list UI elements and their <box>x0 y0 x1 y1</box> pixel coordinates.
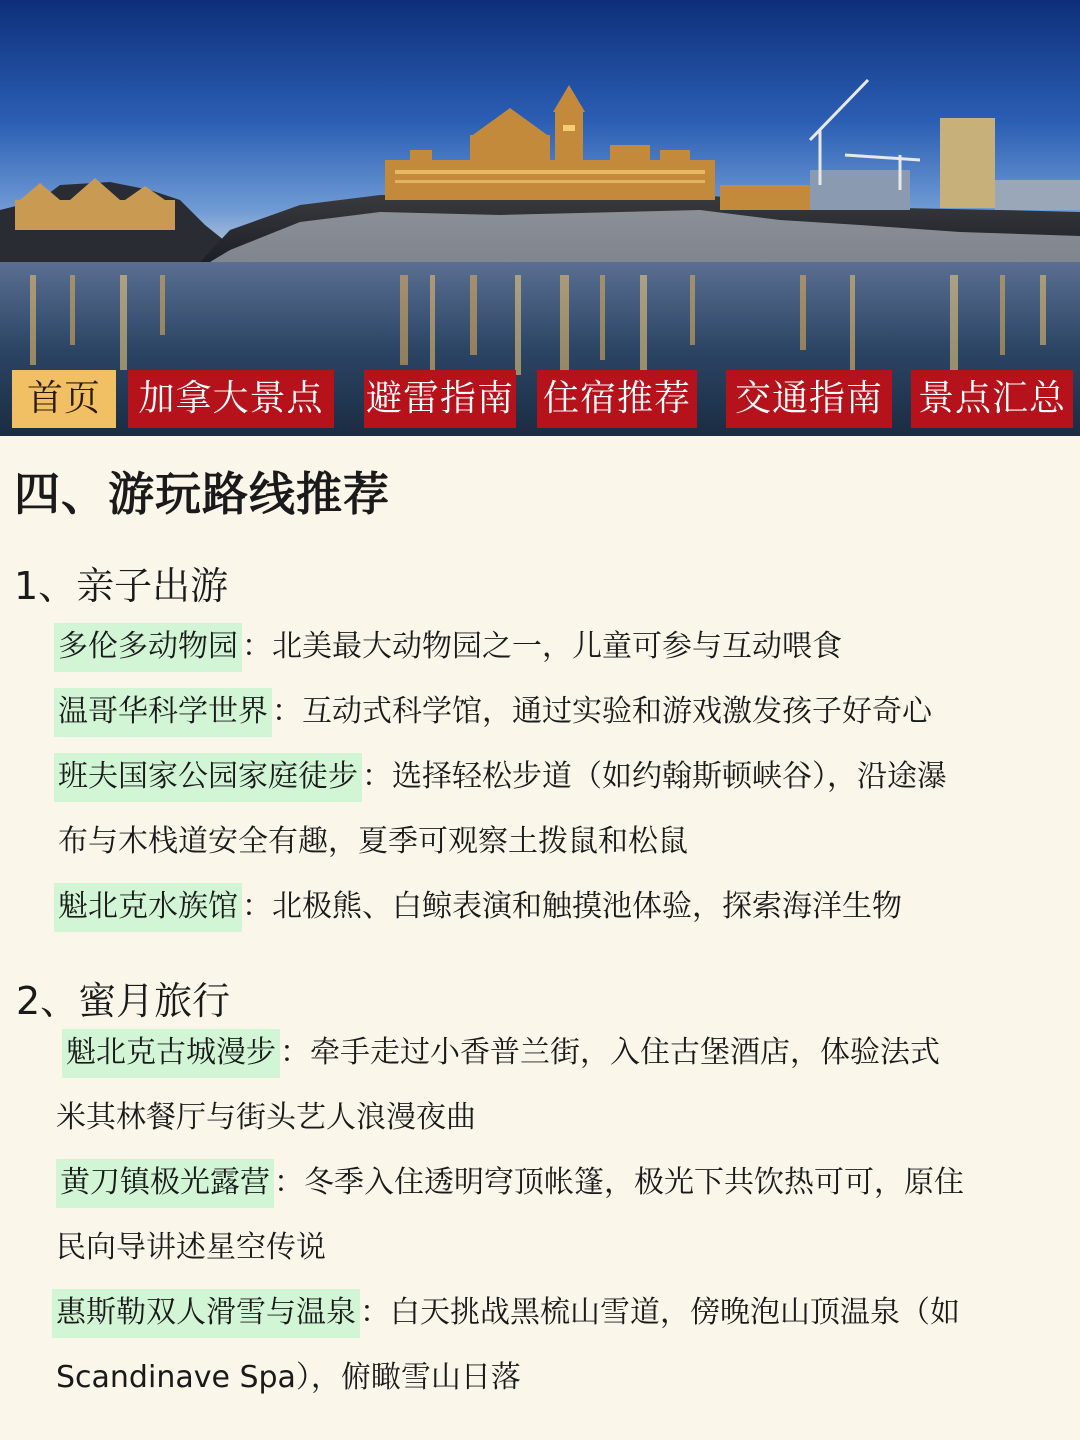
item-name: 班夫国家公园家庭徒步 <box>54 753 362 802</box>
item-separator: ： <box>362 759 392 794</box>
item-text: 牵手走过小香普兰街，入住古堡酒店，体验法式 <box>310 1035 940 1070</box>
nav-transport-guide[interactable]: 交通指南 <box>726 370 892 428</box>
group-heading-honeymoon: 2、蜜月旅行 <box>16 979 231 1023</box>
item-name: 多伦多动物园 <box>54 623 242 672</box>
nav-home[interactable]: 首页 <box>12 370 116 428</box>
item-name: 惠斯勒双人滑雪与温泉 <box>52 1289 360 1338</box>
group-heading-family: 1、亲子出游 <box>14 564 229 608</box>
nav-pitfall-guide[interactable]: 避雷指南 <box>364 370 516 428</box>
item-text: 北极熊、白鲸表演和触摸池体验，探索海洋生物 <box>272 889 902 924</box>
nav-attractions-summary[interactable]: 景点汇总 <box>911 370 1073 428</box>
list-item <box>62 1033 940 1073</box>
item-separator: ： <box>242 889 272 924</box>
list-item <box>56 1163 964 1203</box>
item-separator: ： <box>280 1035 310 1070</box>
item-separator: ： <box>360 1295 390 1330</box>
item-text: 冬季入住透明穹顶帐篷，极光下共饮热可可，原住 <box>304 1165 964 1200</box>
nav-accommodation[interactable]: 住宿推荐 <box>537 370 697 428</box>
hero-banner <box>0 0 1080 436</box>
item-name: 黄刀镇极光露营 <box>56 1159 274 1208</box>
item-text: 互动式科学馆，通过实验和游戏激发孩子好奇心 <box>302 694 932 729</box>
list-item-continuation: 民向导讲述星空传说 <box>56 1230 326 1265</box>
item-separator: ： <box>242 629 272 664</box>
list-item <box>52 1293 960 1333</box>
item-text: 白天挑战黑梳山雪道，傍晚泡山顶温泉（如 <box>390 1295 960 1330</box>
item-separator: ： <box>272 694 302 729</box>
item-separator: ： <box>274 1165 304 1200</box>
item-name: 魁北克水族馆 <box>54 883 242 932</box>
list-item-continuation: Scandinave Spa），俯瞰雪山日落 <box>56 1360 521 1395</box>
item-name: 魁北克古城漫步 <box>62 1029 280 1078</box>
nav-canada-attractions[interactable]: 加拿大景点 <box>128 370 334 428</box>
item-text: 选择轻松步道（如约翰斯顿峡谷），沿途瀑 <box>392 759 947 794</box>
item-name: 温哥华科学世界 <box>54 688 272 737</box>
list-item <box>54 627 842 667</box>
section-title: 四、游玩路线推荐 <box>14 467 390 521</box>
item-text: 北美最大动物园之一，儿童可参与互动喂食 <box>272 629 842 664</box>
list-item-continuation: 布与木栈道安全有趣，夏季可观察土拨鼠和松鼠 <box>58 824 688 859</box>
list-item <box>54 757 947 797</box>
list-item <box>54 692 932 732</box>
list-item-continuation: 米其林餐厅与街头艺人浪漫夜曲 <box>56 1100 476 1135</box>
list-item <box>54 887 902 927</box>
